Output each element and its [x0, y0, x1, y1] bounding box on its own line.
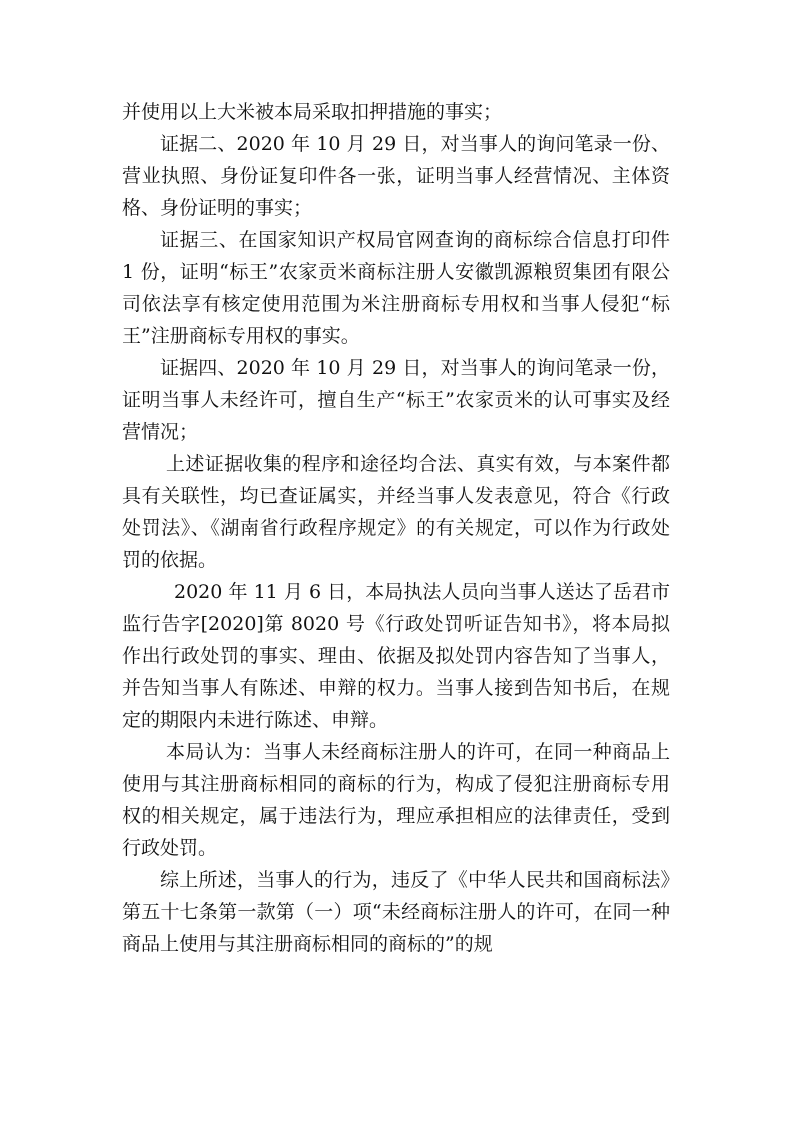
paragraph-evidence-2: 证据二、2020 年 10 月 29 日，对当事人的询问笔录一份、营业执照、身份证复印件各一张，证明当事人经营情况、主体资格、身份证明的事实；: [122, 133, 670, 219]
document-body: [122, 96, 670, 960]
paragraph-conclusion: 综上所述，当事人的行为，违反了《中华人民共和国商标法》第五十七条第一款第（一）项“未经商标注册人的许可，在同一种商品上使用与其注册商标相同的商标的”的规: [122, 869, 670, 955]
paragraph-evidence-3: 证据三、在国家知识产权局官网查询的商标综合信息打印件 1 份，证明“标王”农家贡米商标注册人安徽凯源粮贸集团有限公司依法享有核定使用范围为米注册商标专用权和当事人侵犯“标王”注册商标专用权的事实。: [122, 229, 670, 347]
paragraph-evidence-1-end: 并使用以上大米被本局采取扣押措施的事实；: [122, 101, 503, 123]
paragraph-evidence-4: 证据四、2020 年 10 月 29 日，对当事人的询问笔录一份，证明当事人未经许可，擅自生产“标王”农家贡米的认可事实及经营情况；: [122, 357, 670, 443]
paragraph-hearing-notice: 2020 年 11 月 6 日，本局执法人员向当事人送达了岳君市监行告字[2020]第 8020 号《行政处罚听证告知书》，将本局拟作出行政处罚的事实、理由、依据及拟处罚内容告知了当事人，并告知当事人有陈述、申辩的权力。当事人接到告知书后，在规定的期限内未进行陈述、申辩。: [122, 581, 670, 731]
paragraph-evidence-summary: 上述证据收集的程序和途径均合法、真实有效，与本案件都具有关联性，均已查证属实，并经当事人发表意见，符合《行政处罚法》、《湖南省行政程序规定》的有关规定，可以作为行政处罚的依据。: [122, 453, 670, 571]
paragraph-bureau-opinion: 本局认为：当事人未经商标注册人的许可，在同一种商品上使用与其注册商标相同的商标的行为，构成了侵犯注册商标专用权的相关规定，属于违法行为，理应承担相应的法律责任，受到行政处罚。: [122, 741, 670, 859]
